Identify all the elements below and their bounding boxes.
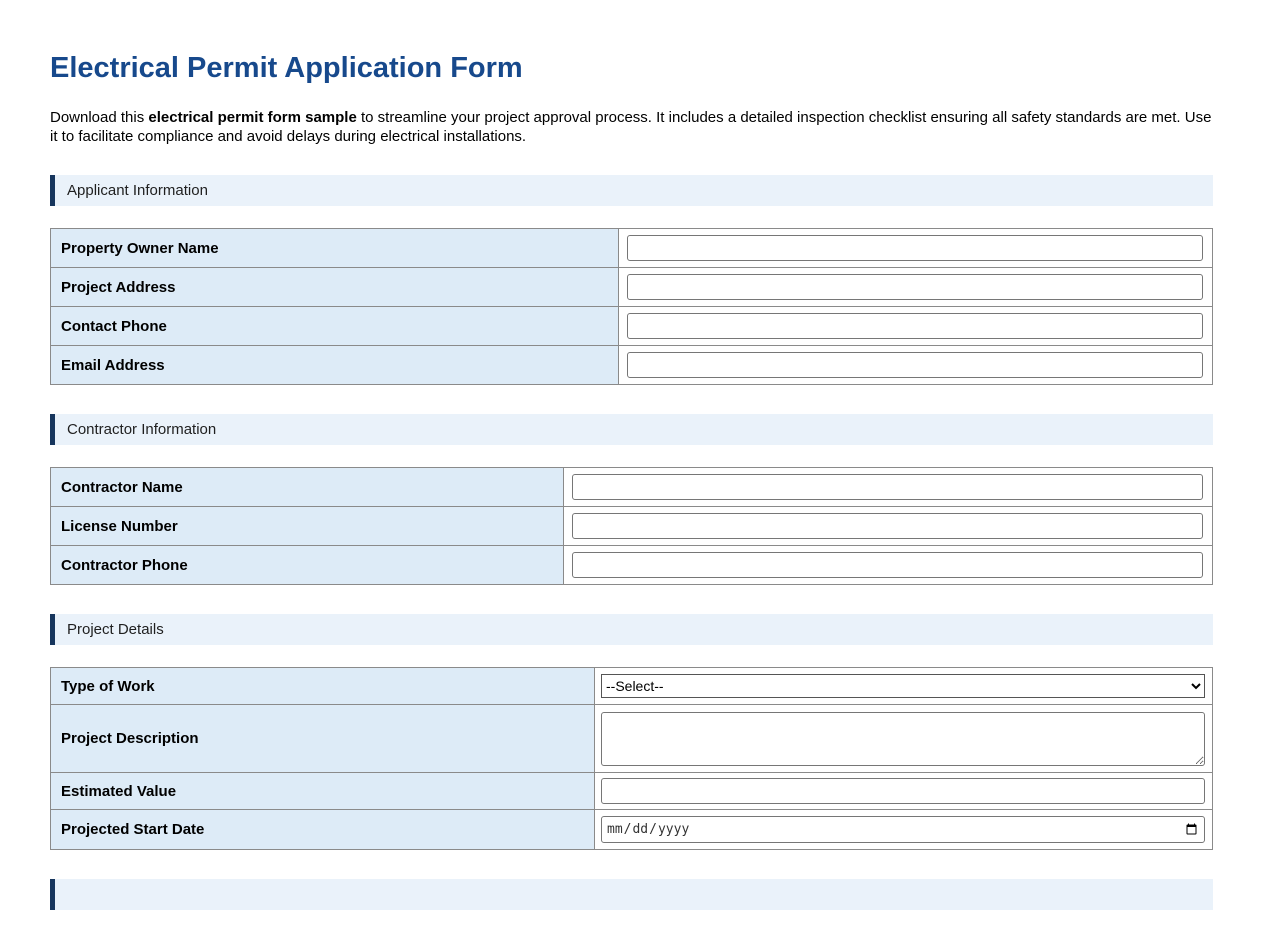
field-label-projected-start-date: Projected Start Date	[51, 810, 595, 850]
section-heading-applicant-information: Applicant Information	[50, 175, 1213, 206]
intro-bold-phrase: electrical permit form sample	[148, 109, 357, 126]
field-control-cell	[619, 346, 1213, 385]
field-control-cell	[595, 705, 1213, 773]
table-row	[51, 705, 1213, 773]
section-heading-partial	[50, 879, 1213, 910]
field-control-cell	[595, 668, 1213, 705]
table-row	[51, 810, 1213, 850]
projected-start-date-input[interactable]	[601, 816, 1205, 843]
estimated-value-input[interactable]	[601, 778, 1205, 804]
table-row	[51, 268, 1213, 307]
table-row	[51, 507, 1213, 546]
field-label-property-owner-name: Property Owner Name	[51, 229, 619, 268]
intro-prefix: Download this	[50, 109, 149, 126]
field-control-cell	[595, 773, 1213, 810]
page-title: Electrical Permit Application Form	[50, 52, 523, 84]
field-label-project-address: Project Address	[51, 268, 619, 307]
permit-form-page	[50, 52, 1213, 910]
contractor-name-input[interactable]	[572, 474, 1203, 500]
contact-phone-input[interactable]	[627, 313, 1203, 339]
field-control-cell	[619, 268, 1213, 307]
license-number-input[interactable]	[572, 513, 1203, 539]
property-owner-name-input[interactable]	[627, 235, 1203, 261]
intro-text	[50, 109, 1213, 146]
table-row	[51, 307, 1213, 346]
field-label-contact-phone: Contact Phone	[51, 307, 619, 346]
applicant-information-table	[50, 228, 1213, 385]
project-address-input[interactable]	[627, 274, 1203, 300]
field-label-license-number: License Number	[51, 507, 564, 546]
field-label-email-address: Email Address	[51, 346, 619, 385]
table-row	[51, 229, 1213, 268]
field-control-cell	[564, 546, 1213, 585]
field-label-project-description: Project Description	[51, 705, 595, 773]
project-description-textarea[interactable]	[601, 712, 1205, 766]
field-control-cell	[619, 307, 1213, 346]
type-of-work-select[interactable]	[601, 674, 1205, 698]
field-label-estimated-value: Estimated Value	[51, 773, 595, 810]
contractor-phone-input[interactable]	[572, 552, 1203, 578]
table-row	[51, 468, 1213, 507]
table-row	[51, 346, 1213, 385]
field-label-contractor-name: Contractor Name	[51, 468, 564, 507]
section-heading-project-details: Project Details	[50, 614, 1213, 645]
field-label-contractor-phone: Contractor Phone	[51, 546, 564, 585]
field-control-cell	[595, 810, 1213, 850]
contractor-information-table	[50, 467, 1213, 585]
table-row	[51, 668, 1213, 705]
table-row	[51, 546, 1213, 585]
project-details-table	[50, 667, 1213, 850]
intro-suffix: to streamline your project approval process. It includes a detailed inspection checklist ensuring all safety standards are met. Use it to facilitate compliance and avoid delays during electrical installations.	[50, 109, 1212, 145]
field-control-cell	[564, 507, 1213, 546]
field-control-cell	[619, 229, 1213, 268]
section-heading-contractor-information: Contractor Information	[50, 414, 1213, 445]
field-label-type-of-work: Type of Work	[51, 668, 595, 705]
table-row	[51, 773, 1213, 810]
field-control-cell	[564, 468, 1213, 507]
email-address-input[interactable]	[627, 352, 1203, 378]
